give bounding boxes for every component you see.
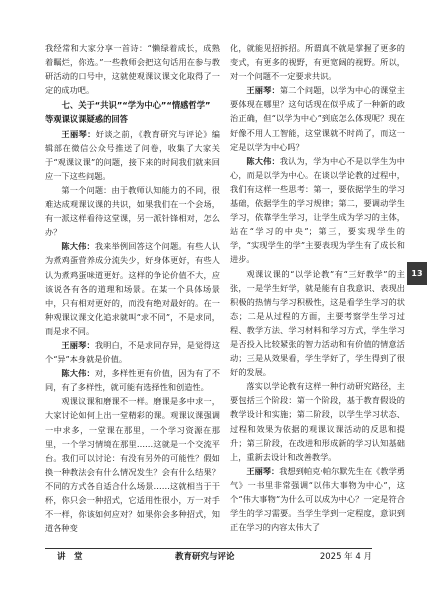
paragraph-text: 对，多样性更有价值，因为有了不同，有了多样性，就可能有选择性和创造性。 [45,368,220,393]
paragraph-text: 我明白，不是求同存异，是觉得这个“异”本身就是价值。 [45,339,220,365]
footer-journal-title: 教育研究与评论 [175,552,235,562]
left-column [45,41,220,535]
speaker-label: 王丽琴： [246,85,280,96]
section-heading-line1: 七、关于“共识”“学为中心”“情感哲学” [61,100,211,111]
paragraph [230,83,405,153]
paragraph [230,154,405,267]
section-heading-line2: 等观课议课疑惑的回答 [45,114,128,125]
speaker-label: 王丽琴： [246,465,280,476]
paragraph-text: 我认为，学为中心不是以学生为中心，而是以学为中心。在谈以学论教的过程中，我们有这样一些思考：第一，要依据学生的学习基础，依据学生的学习规律；第二，要调动学生学习，依靠学生学习，让学生成为学习的主体，站在“学习的中央”；第三，要实现学生的学，“实现学生的学”主要表现为学生有了成长和进步。 [230,155,405,265]
speaker-label: 王丽琴： [61,128,96,139]
section-heading [45,98,220,126]
speaker-label: 陈大伟： [61,368,95,379]
paragraph [45,338,220,366]
speaker-label: 王丽琴： [61,339,95,350]
paragraph-text: 我来举例回答这个问题。有些人认为煮鸡蛋营养成分流失少，好身体更好，有些人认为煮鸡蛋味道更好。这样的争论价值不大，应该说各有各的道理和场景。在某一个具体场景中，只有相对更好的，而没有绝对最好的。在一种观课议课文化追求就叫“求不同”，不是求同，而是求不同。 [45,241,220,336]
paragraph: 我经常和大家分享一首诗：“懒绿着成长，成熟着瞩烂，你选。”一些教师会把这句话用在参与教研活动的口号中，这就使观课议课文化取得了一定的成功吧。 [45,43,220,96]
right-column [230,41,405,534]
footer-rule [45,548,372,549]
speaker-label: 陈大伟： [246,155,280,166]
footer-issue-date: 2025 年 4 月 [319,552,372,562]
paragraph-text: 我想到帕克·帕尔默先生在《教学勇气》一书里非常强调“以伟大事物为中心”，这个“伟大事物”为什么可以成为中心？一定是符合学生的学习需要。当学生学到一定程度，意识到正在学习的内容太伟大了 [230,465,405,533]
paragraph: 化，就能见招拆招。所谓真不就是掌握了更多的变式，有更多的视野，有更宽阔的视野。所以，对一个问题不一定要求共识。 [230,43,405,82]
paragraph [45,239,220,338]
paragraph: 第一个问题：由于教师认知能力的不同，很难达成观课议课的共识，如果我们在一个会场，有一派这样看待这堂课，另一派针锋相对，怎么办？ [45,184,220,238]
paragraph: 观课议课和磨课不一样。磨课是多中求一，大家讨论如何上出一堂精彩的课。观课议课强调一中求多，一堂课在那里，一个学习资源在那里，一个学习情境在那里……这就是一个交流平台。我们可以讨论：有没有另外的可能性？假如换一种教法会有什么情况发生？会有什么结果？不同的方式各自适合什么场景……这就相当于干杯，你只会一种招式，它适用性很小，万一对手不一样，你该如何应对？如果你会多种招式，知道各种变 [45,396,220,534]
speaker-label: 陈大伟： [61,241,95,252]
paragraph-text: 好谈之前，《教育研究与评论》编辑部在微信公众号推送了问卷，收集了大家关于“观课议课”的问题，接下来的时间我们就来回应一下这些问题。 [45,128,220,181]
paragraph-text: 第二个问题，以学为中心的课堂主要体现在哪里？这句话现在似乎成了一种新的政治正确，但“以学为中心”到底怎么体现呢？现在好像不用人工智能，这堂课就不时尚了，而这一定是以学为中心吗？ [230,85,405,152]
footer-section-label: 讲 堂 [57,552,83,562]
paragraph [45,127,220,183]
paragraph: 观课议课的“以学论教”有“三好教学”的主张，一是学生好学，就是能有自我意识、表现出积极的热情与学习积极性，这是看学生学习的状态；二是从过程的方面，主要考察学生学习过程、教学方法、学习材料和学习方式，学生学习是否投入比较紧张的智力活动和有价值的情意活动；三是从效果看，学生学好了，学生得到了很好的发展。 [230,268,405,378]
paragraph: 落实以学论教有这样一种行动研究路径，主要包括三个阶段：第一个阶段，基于教育假设的教学设计和实施；第二阶段，以学生学习状态、过程和效果为依据的观课议课活动的反思和提升；第三阶段，在改进和形成新的学习认知基础上，重新去设计和改善教学。 [230,381,405,462]
page-footer [45,548,372,564]
paragraph [230,464,405,534]
paragraph [45,366,220,394]
page-number-tab: 13 [407,262,427,285]
